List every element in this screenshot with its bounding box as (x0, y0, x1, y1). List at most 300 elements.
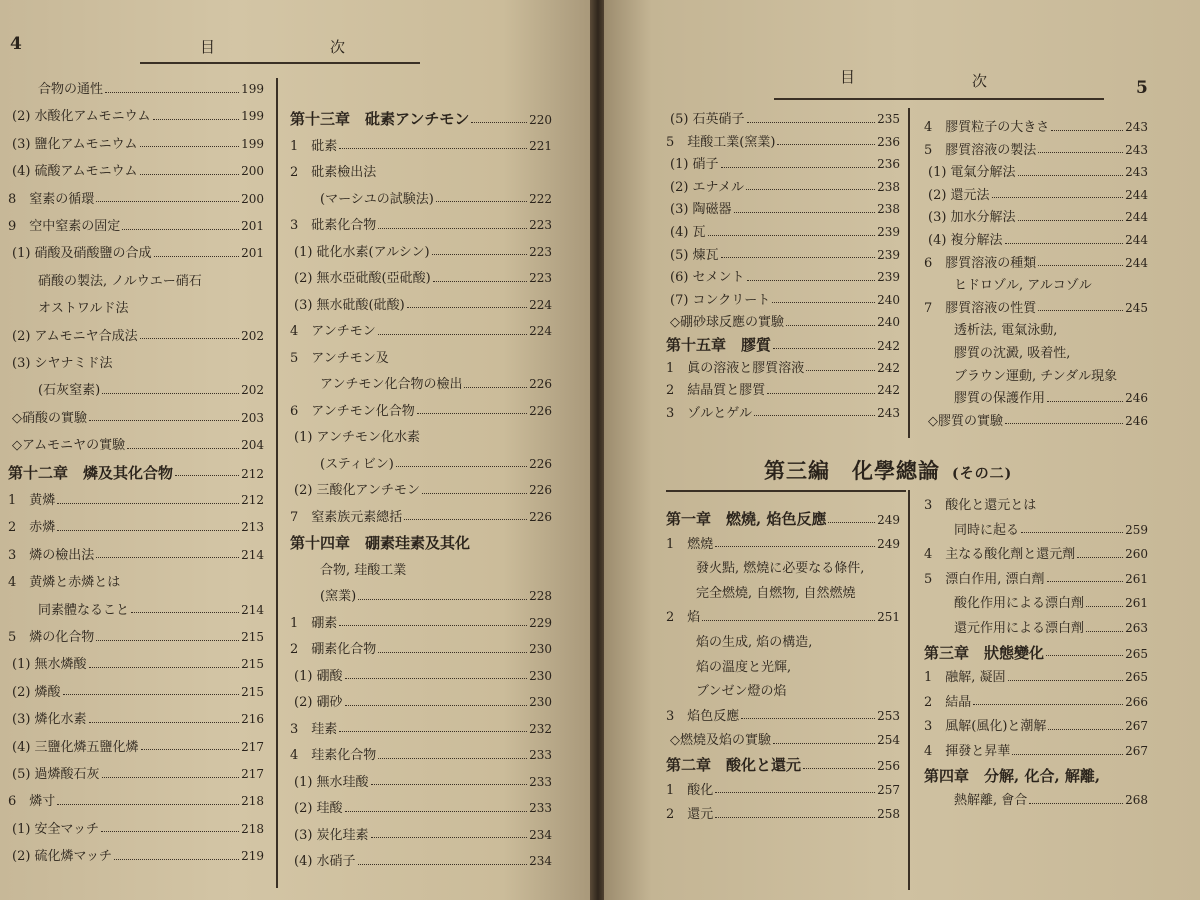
toc-entry (8, 160, 264, 182)
dot-leader (140, 146, 240, 147)
toc-entry-page: 243 (1125, 120, 1148, 134)
toc-entry-label: 膠質の沈澱, 吸着性, (954, 346, 1071, 361)
toc-entry (666, 729, 900, 751)
dot-leader (89, 420, 239, 421)
toc-entry-label: 焰の生成, 焰の構造, (696, 635, 813, 650)
toc-entry (666, 379, 900, 401)
toc-entry-label: (1) 硝子 (670, 157, 719, 173)
toc-entry (8, 78, 264, 100)
toc-entry-page: 234 (529, 854, 552, 868)
dot-leader (715, 817, 875, 818)
dot-leader (1038, 152, 1123, 153)
toc-entry (924, 139, 1148, 161)
toc-entry (666, 402, 900, 424)
right-column-2-top (924, 116, 1148, 446)
toc-entry (924, 342, 1148, 364)
dot-leader (715, 792, 875, 793)
left-column-2 (290, 108, 552, 878)
dot-leader (828, 522, 875, 523)
toc-entry (8, 297, 264, 319)
toc-entry-page: 226 (529, 483, 552, 497)
toc-entry-page: 217 (241, 739, 264, 754)
toc-entry-page: 254 (877, 733, 900, 748)
toc-entry-page: 199 (241, 109, 264, 124)
toc-entry (8, 790, 264, 812)
toc-entry-label: (1) 無水燐酸 (12, 657, 87, 673)
toc-entry-page: 230 (529, 668, 552, 683)
chapter-entry (8, 462, 264, 484)
toc-entry (666, 131, 900, 153)
dot-leader (358, 599, 527, 600)
right-page-number: 5 (1136, 78, 1148, 98)
dot-leader (345, 705, 528, 706)
toc-entry-label: アンチモン化合物の檢出 (320, 377, 463, 392)
right-column-1-top (666, 108, 900, 438)
toc-entry (8, 434, 264, 456)
dot-leader (734, 212, 876, 213)
dot-leader (102, 777, 240, 778)
toc-entry-label: 6 アンチモン化合物 (290, 403, 415, 419)
dot-leader (89, 722, 240, 723)
toc-entry-label: 3 酸化と還元とは (924, 498, 1037, 513)
toc-entry-label: (1) 電氣分解法 (928, 165, 1016, 181)
dot-leader (63, 694, 240, 695)
toc-entry-label: 合物, 珪酸工業 (320, 562, 407, 578)
toc-entry-page: 242 (877, 360, 900, 375)
toc-entry-page: 245 (1125, 300, 1148, 315)
toc-entry-page: 234 (529, 827, 552, 842)
dot-leader (345, 678, 528, 679)
toc-entry-label: 3 焰色反應 (666, 708, 740, 724)
toc-entry-page: 202 (241, 383, 264, 398)
part-rule-left (666, 490, 906, 492)
dot-leader (772, 302, 875, 303)
right-header-rule (774, 98, 1104, 100)
dot-leader (1038, 265, 1123, 266)
left-header-char-1: 目 (200, 38, 218, 56)
dot-leader (1008, 680, 1124, 681)
dot-leader (715, 546, 875, 547)
toc-entry (8, 133, 264, 155)
toc-entry-page: 242 (877, 383, 900, 398)
toc-entry-page: 201 (241, 219, 264, 233)
toc-entry (290, 453, 552, 475)
toc-entry (666, 680, 900, 702)
toc-entry-label: 5 燐の化合物 (8, 630, 95, 645)
toc-entry-page: 212 (241, 493, 264, 507)
dot-leader (339, 731, 527, 732)
toc-entry-label: (2) 三酸化アンチモン (294, 483, 421, 498)
toc-entry-page: 228 (529, 589, 552, 603)
toc-entry (666, 289, 900, 311)
toc-entry-page: 218 (241, 794, 264, 809)
dot-leader (1047, 401, 1123, 402)
toc-entry-label: 2 焰 (666, 610, 701, 626)
toc-entry-label: (スティビン) (320, 456, 394, 472)
toc-entry-label: (4) 硫酸アムモニウム (12, 164, 138, 180)
toc-entry-label: (3) シヤナミド法 (12, 356, 113, 371)
dot-leader (105, 92, 239, 93)
toc-entry (8, 653, 264, 675)
toc-entry-page: 243 (1125, 142, 1148, 157)
toc-entry (924, 206, 1148, 228)
toc-entry-page: 224 (529, 297, 552, 312)
toc-entry (290, 506, 552, 528)
toc-entry-label: (3) 炭化珪素 (294, 827, 369, 843)
dot-leader (471, 122, 527, 123)
toc-entry-label: ◇硼砂球反應の實驗 (670, 315, 784, 331)
toc-entry-label: 4 揮發と昇華 (924, 744, 1011, 759)
toc-entry-label: 第十二章 燐及其化合物 (8, 463, 174, 482)
toc-entry (666, 311, 900, 333)
toc-entry-label: ヒドロゾル, アルコゾル (954, 278, 1092, 294)
toc-entry-label: 合物の通性 (38, 82, 104, 97)
toc-entry-label: 4 アンチモン (290, 324, 376, 339)
toc-entry-page: 221 (529, 138, 552, 153)
toc-entry-label: 發火點, 燃燒に必要なる條件, (696, 561, 865, 577)
toc-entry (924, 592, 1148, 614)
toc-entry-label: ブラウン運動, チンダル現象 (954, 368, 1118, 384)
toc-entry (924, 691, 1148, 713)
toc-entry (666, 153, 900, 175)
toc-entry (290, 188, 552, 210)
toc-entry (924, 365, 1148, 387)
toc-entry-label: 1 硼素 (290, 615, 338, 631)
toc-entry-page: 202 (241, 328, 264, 343)
toc-entry-label: (1) 硝酸及硝酸鹽の合成 (12, 246, 152, 262)
toc-entry-page: 223 (529, 244, 552, 259)
toc-entry-label: (マーシユの試験法) (320, 191, 434, 207)
toc-entry-label: (1) 砒化水素(アルシン) (294, 244, 430, 260)
toc-entry-page: 217 (241, 767, 264, 781)
toc-entry (8, 407, 264, 429)
dot-leader (140, 338, 239, 339)
toc-entry-label: 9 空中窒素の固定 (8, 219, 121, 234)
part-title-sub: (その二) (952, 466, 1013, 482)
toc-entry (8, 270, 264, 292)
toc-entry (8, 626, 264, 648)
toc-entry (290, 665, 552, 687)
dot-leader (746, 189, 875, 190)
toc-entry (8, 489, 264, 511)
toc-entry-label: 第二章 酸化と還元 (666, 756, 802, 774)
toc-entry (666, 631, 900, 653)
dot-leader (96, 640, 239, 641)
toc-entry-page: 199 (241, 82, 264, 96)
toc-entry-label: 同素體なること (38, 602, 130, 618)
dot-leader (57, 503, 239, 504)
toc-entry-page: 215 (241, 630, 264, 644)
dot-leader (378, 758, 527, 759)
dot-leader (754, 415, 875, 416)
toc-entry-page: 222 (529, 191, 552, 206)
toc-entry (290, 718, 552, 740)
toc-entry (8, 818, 264, 840)
toc-entry-label: 1 燃燒 (666, 536, 714, 552)
toc-entry-page: 226 (529, 509, 552, 524)
toc-entry-page: 213 (241, 520, 264, 535)
toc-entry (666, 656, 900, 678)
toc-entry-page: 243 (877, 405, 900, 420)
toc-entry (8, 763, 264, 785)
toc-entry-page: 226 (529, 403, 552, 418)
toc-entry-label: 第三章 狀態變化 (924, 643, 1045, 662)
toc-entry-label: 硝酸の製法, ノルウエー硝石 (38, 273, 202, 289)
toc-entry-page: 266 (1125, 694, 1148, 709)
toc-entry (290, 373, 552, 395)
toc-entry-page: 239 (877, 225, 900, 239)
toc-entry (924, 543, 1148, 565)
toc-entry (666, 198, 900, 220)
toc-entry-label: ブンゼン燈の焰 (696, 684, 787, 700)
chapter-entry (924, 642, 1148, 664)
dot-leader (96, 557, 239, 558)
toc-entry (290, 214, 552, 236)
toc-entry-label: 1 融解, 凝固 (924, 670, 1006, 686)
dot-leader (1047, 581, 1124, 582)
toc-entry-page: 214 (241, 602, 264, 617)
toc-entry (8, 599, 264, 621)
toc-entry-page: 229 (529, 615, 552, 630)
toc-entry (8, 736, 264, 758)
toc-entry (8, 105, 264, 127)
toc-entry-page: 219 (241, 849, 264, 864)
toc-entry (924, 319, 1148, 341)
toc-entry (924, 387, 1148, 409)
toc-entry-page: 220 (529, 113, 552, 127)
toc-entry-label: ◇膠質の實驗 (928, 413, 1003, 429)
toc-entry (8, 571, 264, 593)
dot-leader (396, 466, 527, 467)
chapter-entry (290, 108, 552, 130)
toc-entry-page: 265 (1125, 670, 1148, 685)
toc-entry (666, 266, 900, 288)
toc-entry-label: 4 黄燐と赤燐とは (8, 575, 121, 591)
toc-entry-page: 223 (529, 218, 552, 232)
toc-entry (290, 797, 552, 819)
toc-entry-label: (2) 硼砂 (294, 695, 343, 710)
left-page-number: 4 (10, 34, 22, 54)
toc-entry-page: 201 (241, 246, 264, 261)
toc-entry-page: 243 (1125, 165, 1148, 180)
dot-leader (992, 197, 1124, 198)
toc-entry-label: (1) 硼酸 (294, 668, 343, 684)
toc-entry-label: 6 燐寸 (8, 794, 56, 810)
toc-entry-page: 239 (877, 247, 900, 262)
dot-leader (339, 625, 527, 626)
toc-entry-label: 熱解離, 會合 (954, 793, 1028, 809)
dot-leader (747, 122, 876, 123)
toc-entry-page: 218 (241, 821, 264, 836)
toc-entry-label: 第四章 分解, 化合, 解離, (924, 766, 1101, 785)
dot-leader (175, 475, 239, 476)
toc-entry-page: 259 (1125, 522, 1148, 537)
dot-leader (1005, 423, 1123, 424)
toc-entry (290, 691, 552, 713)
dot-leader (436, 201, 527, 202)
toc-entry-label: 1 砒素 (290, 138, 338, 154)
dot-leader (422, 493, 527, 494)
toc-entry-page: 226 (529, 377, 552, 391)
dot-leader (378, 652, 527, 653)
toc-entry-label: 2 硼素化合物 (290, 642, 377, 657)
toc-entry-label: 4 珪素化合物 (290, 748, 377, 763)
toc-entry (8, 215, 264, 237)
dot-leader (708, 235, 876, 236)
toc-entry (290, 161, 552, 183)
toc-entry-label: (2) 硫化燐マッチ (12, 849, 113, 865)
toc-entry-label: (2) 無水亞砒酸(亞砒酸) (294, 271, 431, 286)
toc-entry-page: 246 (1125, 413, 1148, 428)
toc-entry (924, 617, 1148, 639)
left-header-char-2: 次 (330, 38, 348, 56)
toc-entry-page: 233 (529, 801, 552, 815)
dot-leader (378, 228, 527, 229)
toc-entry-page: 242 (877, 339, 900, 353)
dot-leader (773, 348, 875, 349)
toc-entry-label: 7 膠質溶液の性質 (924, 300, 1037, 316)
dot-leader (339, 148, 527, 149)
dot-leader (371, 837, 528, 838)
dot-leader (141, 749, 240, 750)
toc-entry (666, 779, 900, 801)
toc-entry-page: 230 (529, 695, 552, 709)
dot-leader (131, 612, 239, 613)
toc-entry-page: 230 (529, 642, 552, 656)
chapter-entry (666, 508, 900, 530)
toc-entry-label: 5 漂白作用, 漂白劑 (924, 571, 1045, 587)
toc-entry (290, 320, 552, 342)
toc-entry-label: 2 結晶質と膠質 (666, 383, 766, 399)
toc-entry-page: 235 (877, 112, 900, 126)
toc-entry-page: 261 (1125, 571, 1148, 586)
toc-entry-label: 2 結晶 (924, 694, 972, 710)
toc-entry-label: ◇硝酸の實驗 (12, 410, 87, 426)
toc-entry-page: 261 (1125, 596, 1148, 611)
dot-leader (57, 804, 239, 805)
toc-entry (8, 681, 264, 703)
toc-entry (924, 568, 1148, 590)
toc-entry-page: 249 (877, 536, 900, 551)
toc-entry-label: 同時に起る (954, 522, 1020, 538)
dot-leader (702, 620, 875, 621)
toc-entry-page: 224 (529, 324, 552, 338)
dot-leader (721, 167, 876, 168)
toc-entry (8, 325, 264, 347)
toc-entry-label: (5) 煉瓦 (670, 247, 719, 263)
toc-entry-page: 257 (877, 782, 900, 797)
dot-leader (1012, 754, 1123, 755)
toc-entry-label: (3) 鹽化アムモニウム (12, 136, 138, 152)
toc-entry-page: 239 (877, 270, 900, 285)
dot-leader (101, 831, 239, 832)
toc-entry (924, 161, 1148, 183)
dot-leader (432, 254, 528, 255)
dot-leader (1018, 175, 1124, 176)
toc-entry-label: (4) 水硝子 (294, 854, 356, 869)
dot-leader (721, 257, 876, 258)
toc-entry-page: 260 (1125, 547, 1148, 562)
dot-leader (153, 119, 240, 120)
dot-leader (741, 718, 875, 719)
toc-entry-page: 214 (241, 547, 264, 562)
toc-entry-label: 酸化作用による漂白劑 (954, 596, 1085, 612)
dot-leader (433, 281, 527, 282)
toc-entry-label: (2) 珪酸 (294, 801, 343, 816)
dot-leader (1038, 310, 1123, 311)
dot-leader (371, 784, 528, 785)
toc-entry-label: 1 酸化 (666, 782, 714, 798)
dot-leader (1086, 606, 1123, 607)
toc-entry-label: 8 窒素の循環 (8, 191, 95, 207)
toc-entry-label: 第一章 燃燒, 焰色反應 (666, 510, 827, 528)
dot-leader (378, 334, 527, 335)
right-column-2-bottom (924, 494, 1148, 834)
toc-entry-label: (窯業) (320, 589, 357, 604)
toc-entry-label: 透析法, 電氣泳動, (954, 323, 1058, 339)
toc-entry-label: 2 砒素檢出法 (290, 165, 377, 180)
toc-entry (290, 400, 552, 422)
toc-entry (666, 557, 900, 579)
dot-leader (96, 201, 239, 202)
toc-entry-label: 還元作用による漂白劑 (954, 621, 1085, 636)
toc-entry-label: (3) 陶磁器 (670, 202, 732, 218)
part-title-main: 第三編 化學總論 (764, 458, 940, 483)
toc-entry (666, 221, 900, 243)
dot-leader (806, 370, 875, 371)
toc-entry-label: 3 砒素化合物 (290, 218, 377, 233)
toc-entry (290, 850, 552, 872)
toc-entry (924, 297, 1148, 319)
toc-entry-label: 完全燃燒, 自燃物, 自然燃燒 (696, 585, 856, 601)
toc-entry (290, 294, 552, 316)
chapter-entry (666, 754, 900, 776)
toc-entry (290, 638, 552, 660)
toc-entry-page: 268 (1125, 793, 1148, 808)
toc-entry-label: 5 アンチモン及 (290, 350, 389, 366)
dot-leader (1018, 220, 1124, 221)
toc-entry-label: (1) アンチモン化水素 (294, 430, 421, 445)
toc-entry-page: 249 (877, 513, 900, 527)
toc-entry-page: 212 (241, 466, 264, 481)
toc-entry (666, 244, 900, 266)
toc-entry-page: 238 (877, 202, 900, 217)
dot-leader (803, 768, 875, 769)
toc-entry-label: (3) 燐化水素 (12, 712, 87, 728)
chapter-entry (924, 765, 1148, 787)
right-column-divider-top (908, 108, 910, 438)
toc-entry (8, 379, 264, 401)
dot-leader (973, 704, 1123, 705)
toc-entry-label: (3) 加水分解法 (928, 210, 1016, 226)
toc-entry-label: 4 主なる酸化劑と還元劑 (924, 547, 1076, 563)
toc-entry-page: 204 (241, 438, 264, 453)
toc-entry-page: 215 (241, 684, 264, 699)
dot-leader (464, 387, 527, 388)
toc-entry (924, 410, 1148, 432)
toc-entry-label: 焰の溫度と光輝, (696, 659, 792, 675)
toc-entry (924, 229, 1148, 251)
dot-leader (358, 864, 528, 865)
chapter-entry (290, 532, 552, 554)
left-column-1 (8, 78, 264, 878)
dot-leader (1021, 532, 1123, 533)
toc-entry (924, 715, 1148, 737)
toc-entry (924, 274, 1148, 296)
toc-entry-page: 240 (877, 315, 900, 330)
toc-entry (924, 519, 1148, 541)
toc-entry-page: 246 (1125, 391, 1148, 406)
